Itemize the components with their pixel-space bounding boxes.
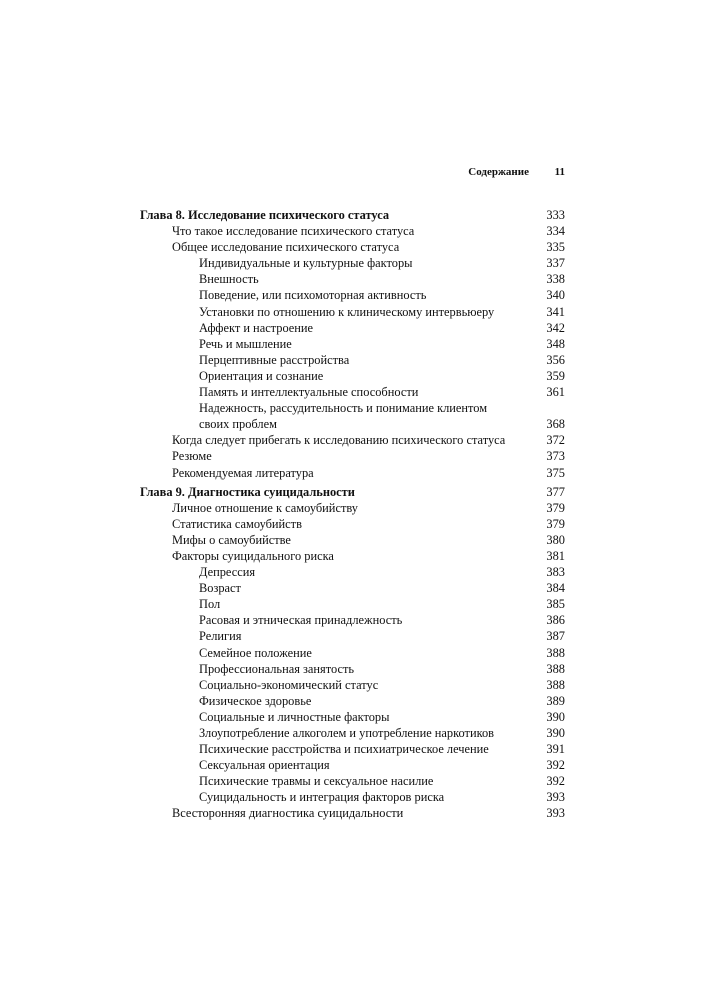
toc-entry-page-number: 389 — [546, 693, 565, 708]
toc-entry-page-number: 372 — [546, 433, 565, 448]
toc-entry-page-number: 387 — [546, 629, 565, 644]
toc-entry-page-number: 375 — [546, 465, 565, 480]
toc-entry-page-number: 388 — [546, 661, 565, 676]
toc-entry-title: Глава 8. Исследование психического статуса — [140, 208, 390, 222]
toc-entry-page-number: 383 — [546, 565, 565, 580]
toc-entry-page-number: 380 — [546, 532, 565, 547]
toc-entry — [140, 432, 565, 448]
toc-entry-page-number: 388 — [546, 677, 565, 692]
toc-entry-page-number: 340 — [546, 288, 565, 303]
toc-chapter-heading — [140, 207, 565, 223]
toc-entry-page-number: 392 — [546, 758, 565, 773]
toc-entry-title: Надежность, рассудительность и понимание клиентом — [199, 401, 488, 416]
toc-entry — [140, 416, 565, 432]
toc-entry — [140, 789, 565, 805]
toc-entry — [140, 757, 565, 773]
toc-entry-title: Злоупотребление алкоголем и употребление наркотиков — [199, 726, 495, 740]
toc-entry-page-number: 333 — [546, 208, 565, 222]
toc-entry-page-number: 385 — [546, 597, 565, 612]
toc-entry — [140, 336, 565, 352]
toc-entry — [140, 255, 565, 271]
toc-entry-title: Память и интеллектуальные способности — [199, 385, 419, 400]
toc-entry-title: Депрессия — [199, 565, 256, 580]
toc-entry-title: Внешность — [199, 272, 259, 287]
toc-entry — [140, 564, 565, 580]
toc-entry-title: Религия — [199, 629, 242, 644]
toc-entry-page-number: 338 — [546, 272, 565, 287]
toc-entry — [140, 287, 565, 303]
toc-entry — [140, 628, 565, 644]
toc-entry-page-number: 393 — [546, 790, 565, 805]
toc-entry — [140, 465, 565, 481]
toc-entry — [140, 677, 565, 693]
toc-entry-page-number: 342 — [546, 320, 565, 335]
toc-entry-title: Психические травмы и сексуальное насилие — [199, 774, 434, 789]
toc-entry-title: Перцептивные расстройства — [199, 352, 350, 367]
toc-entry — [140, 320, 565, 336]
toc-entry-title: Профессиональная занятость — [199, 661, 355, 676]
toc-entry — [140, 532, 565, 548]
toc-entry-title: своих проблем — [199, 417, 277, 432]
toc-entry-page-number: 348 — [546, 336, 565, 351]
toc-entry — [140, 400, 565, 416]
toc-entry-title: Психические расстройства и психиатрическое лечение — [199, 742, 489, 757]
toc-entry-title: Личное отношение к самоубийству — [172, 500, 358, 515]
toc-entry-page-number: 390 — [546, 726, 565, 740]
toc-entry-title: Всесторонняя диагностика суицидальности — [172, 806, 404, 821]
toc-entry-title: Глава 9. Диагностика суицидальности — [140, 484, 355, 499]
toc-entry-page-number: 379 — [546, 500, 565, 515]
toc-entry-page-number: 392 — [546, 774, 565, 789]
toc-entry — [140, 709, 565, 725]
toc-entry — [140, 741, 565, 757]
toc-entry-page-number: 334 — [546, 224, 565, 239]
toc-entry-page-number: 377 — [546, 484, 565, 499]
toc-entry-title: Возраст — [199, 581, 241, 596]
toc-entry-title: Социальные и личностные факторы — [199, 709, 390, 724]
toc-entry-page-number: 390 — [546, 709, 565, 724]
toc-entry — [140, 223, 565, 239]
toc-entry-title: Физическое здоровье — [199, 693, 312, 708]
toc-entry-page-number: 381 — [546, 548, 565, 563]
toc-entry-title: Сексуальная ориентация — [199, 758, 330, 773]
toc-entry-title: Мифы о самоубийстве — [172, 532, 291, 547]
toc-entry-page-number: 341 — [546, 304, 565, 319]
toc-entry-title: Ориентация и сознание — [199, 368, 324, 383]
toc-entry-title: Поведение, или психомоторная активность — [199, 288, 427, 303]
toc-entry-title: Социально-экономический статус — [199, 677, 379, 692]
toc-chapter-heading — [140, 484, 565, 500]
toc-entry — [140, 645, 565, 661]
toc-entry — [140, 516, 565, 532]
toc-entry-title: Семейное положение — [199, 645, 312, 660]
toc-entry-page-number: 361 — [546, 385, 565, 400]
running-head-title: Содержание — [468, 166, 529, 178]
toc-entry — [140, 352, 565, 368]
toc-entry-title: Общее исследование психического статуса — [172, 240, 400, 255]
toc-entry — [140, 271, 565, 287]
toc-entry — [140, 596, 565, 612]
toc-entry — [140, 725, 565, 741]
toc-entry-page-number: 335 — [546, 240, 565, 255]
toc-entry-page-number: 393 — [546, 806, 565, 821]
toc-entry-title: Что такое исследование психического статуса — [172, 224, 415, 239]
toc-entry — [140, 239, 565, 255]
toc-entry-title: Факторы суицидального риска — [172, 548, 334, 563]
toc-entry-page-number: 359 — [546, 368, 565, 383]
toc-entry — [140, 548, 565, 564]
toc-entry-title: Аффект и настроение — [199, 320, 314, 335]
toc-entry-title: Расовая и этническая принадлежность — [199, 613, 403, 628]
toc-entry-page-number: 391 — [546, 742, 565, 757]
toc-entry-page-number: 373 — [546, 449, 565, 464]
toc-entry — [140, 384, 565, 400]
toc-entry-title: Установки по отношению к клиническому интервьюеру — [199, 304, 495, 319]
toc-entry-title: Пол — [199, 597, 221, 612]
table-of-contents — [140, 207, 565, 822]
toc-entry — [140, 580, 565, 596]
toc-entry-page-number: 368 — [546, 417, 565, 432]
toc-entry-page-number: 384 — [546, 581, 565, 596]
toc-entry-title: Когда следует прибегать к исследованию психического статуса — [172, 433, 506, 448]
toc-entry-title: Рекомендуемая литература — [172, 465, 314, 480]
running-head — [140, 166, 565, 182]
toc-entry-title: Резюме — [172, 449, 212, 464]
toc-entry — [140, 661, 565, 677]
toc-entry-title: Речь и мышление — [199, 336, 292, 351]
toc-entry — [140, 612, 565, 628]
toc-entry-page-number: 386 — [546, 613, 565, 628]
toc-entry — [140, 448, 565, 464]
toc-entry-title: Статистика самоубийств — [172, 516, 302, 531]
toc-entry-page-number: 388 — [546, 645, 565, 660]
toc-entry-page-number: 379 — [546, 516, 565, 531]
toc-entry — [140, 805, 565, 821]
toc-entry-title: Суицидальность и интеграция факторов риска — [199, 790, 445, 805]
toc-chapter-section — [140, 484, 565, 822]
toc-entry-page-number: 337 — [546, 256, 565, 271]
toc-entry — [140, 500, 565, 516]
toc-entry — [140, 368, 565, 384]
toc-entry-title: Индивидуальные и культурные факторы — [199, 256, 413, 271]
toc-entry-page-number: 356 — [546, 352, 565, 367]
toc-entry — [140, 304, 565, 320]
running-head-page-number: 11 — [554, 166, 565, 178]
toc-entry — [140, 773, 565, 789]
toc-entry — [140, 693, 565, 709]
toc-chapter-section — [140, 207, 565, 481]
